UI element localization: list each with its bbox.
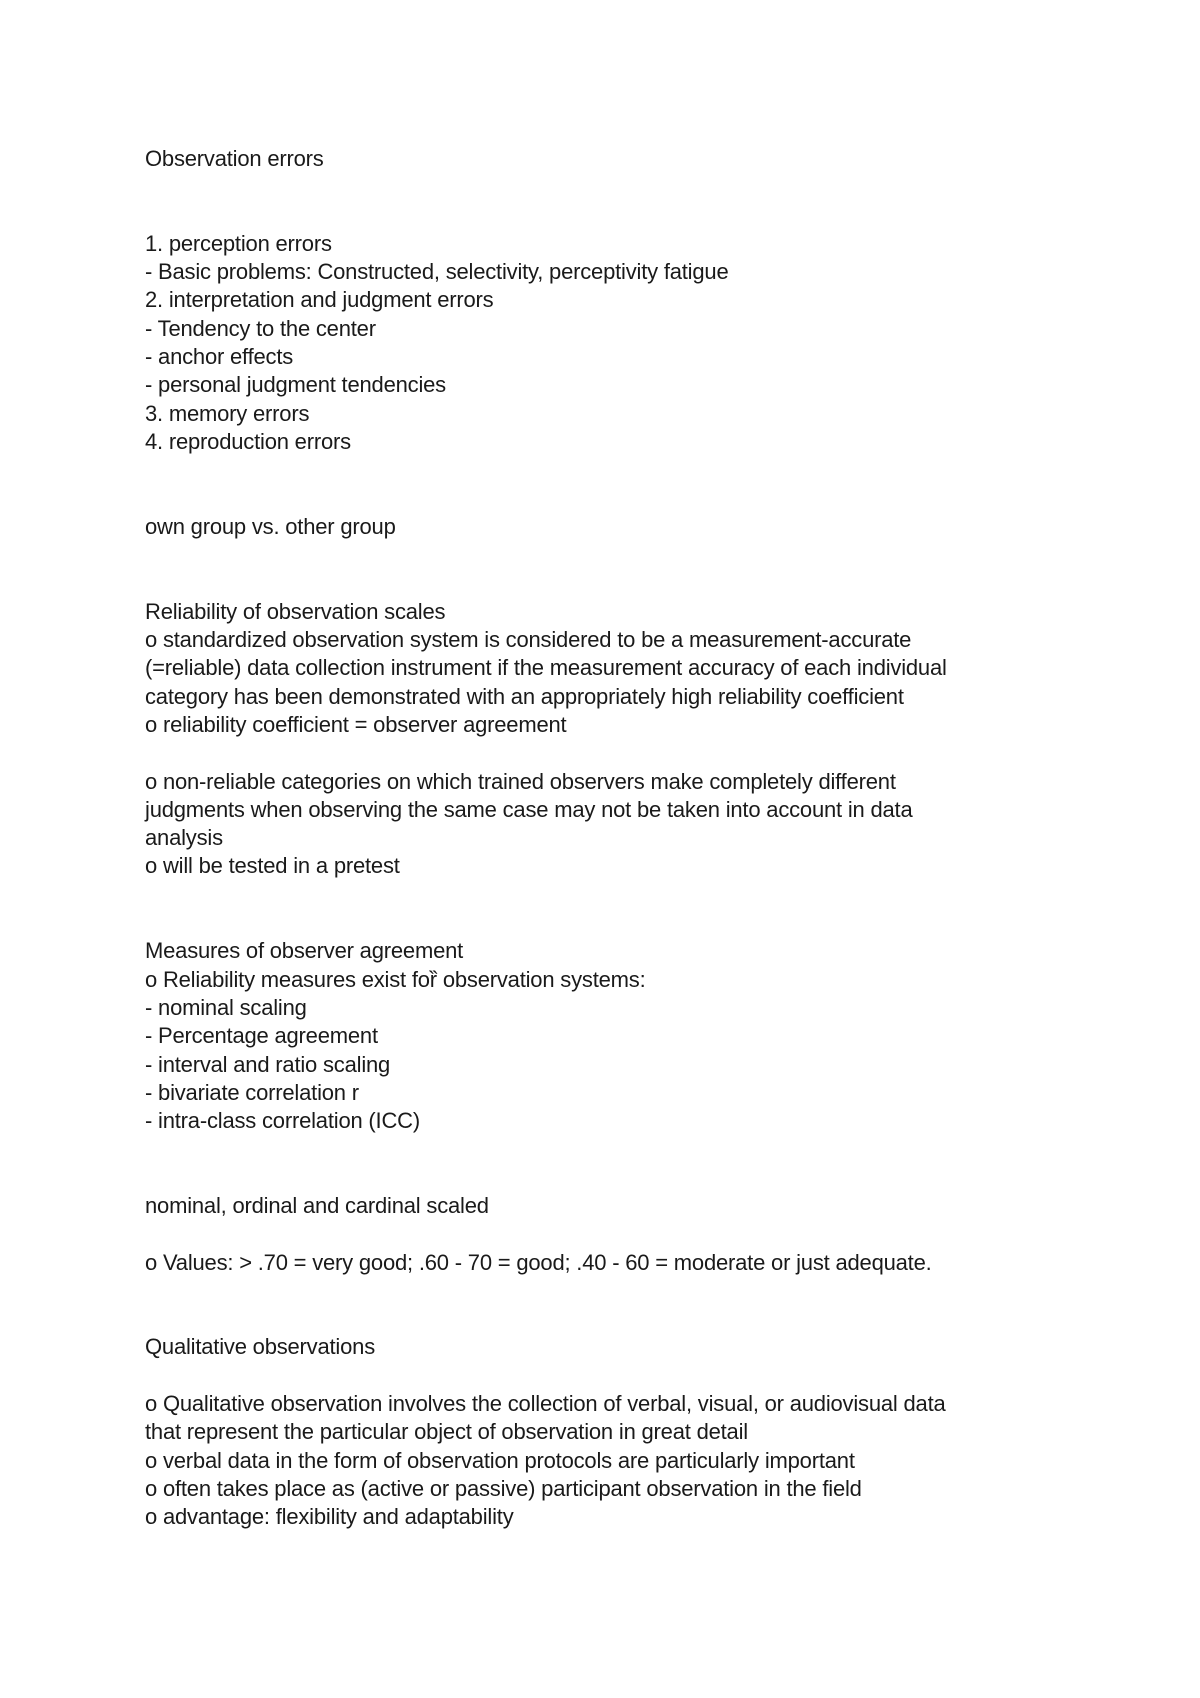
paragraph-line: o Qualitative observation involves the collection of verbal, visual, or audiovisual data xyxy=(145,1391,946,1417)
spacer xyxy=(145,1220,1105,1248)
paragraph-line: analysis xyxy=(145,825,223,851)
spacer xyxy=(145,456,1105,513)
paragraph-line: o verbal data in the form of observation protocols are particularly important xyxy=(145,1447,855,1473)
paragraph-line: (=reliable) data collection instrument if the measurement accuracy of each individual xyxy=(145,655,947,681)
spacer xyxy=(145,173,1105,230)
qualitative-section xyxy=(145,1333,1105,1531)
list-item: 4. reproduction errors xyxy=(145,428,351,454)
paragraph-line: judgments when observing the same case may not be taken into account in data xyxy=(145,796,913,822)
list-item: - nominal scaling xyxy=(145,994,307,1020)
paragraph-line: o advantage: flexibility and adaptability xyxy=(145,1504,514,1530)
spacer xyxy=(145,739,1105,767)
paragraph-line: o reliability coefficient = observer agreement xyxy=(145,711,567,737)
paragraph-line: o standardized observation system is considered to be a measurement-accurate xyxy=(145,627,912,653)
section-heading: Qualitative observations xyxy=(145,1334,375,1360)
list-item: - personal judgment tendencies xyxy=(145,372,446,398)
list-item: - Basic problems: Constructed, selectivity, perceptivity fatigue xyxy=(145,259,729,285)
section-heading: Measures of observer agreement xyxy=(145,938,464,964)
error-types-list xyxy=(145,230,1105,456)
reliability-section xyxy=(145,598,1105,881)
group-comparison-line: own group vs. other group xyxy=(145,513,396,539)
list-item: o Reliability measures exist foȑ observation systems: xyxy=(145,966,646,992)
paragraph-line: o non-reliable categories on which trained observers make completely different xyxy=(145,768,896,794)
paragraph-line: that represent the particular object of observation in great detail xyxy=(145,1419,748,1445)
section-heading: Reliability of observation scales xyxy=(145,598,446,624)
values-line: o Values: > .70 = very good; .60 - 70 = good; .40 - 60 = moderate or just adequate. xyxy=(145,1249,932,1275)
list-item: 3. memory errors xyxy=(145,400,310,426)
list-item: - Tendency to the center xyxy=(145,315,376,341)
paragraph-line: category has been demonstrated with an appropriately high reliability coefficient xyxy=(145,683,904,709)
paragraph-line: o will be tested in a pretest xyxy=(145,853,400,879)
scaled-line: nominal, ordinal and cardinal scaled xyxy=(145,1192,489,1218)
measures-section xyxy=(145,937,1105,1135)
list-item: - bivariate correlation r xyxy=(145,1079,359,1105)
list-item: - interval and ratio scaling xyxy=(145,1051,391,1077)
list-item: 1. perception errors xyxy=(145,230,332,256)
spacer xyxy=(145,1362,1105,1390)
list-item: - intra-class correlation (ICC) xyxy=(145,1108,420,1134)
spacer xyxy=(145,1277,1105,1334)
spacer xyxy=(145,881,1105,938)
document-body xyxy=(145,145,1105,1532)
section-title-observation-errors: Observation errors xyxy=(145,146,324,171)
list-item: - anchor effects xyxy=(145,344,294,370)
list-item: - Percentage agreement xyxy=(145,1023,378,1049)
spacer xyxy=(145,541,1105,598)
list-item: 2. interpretation and judgment errors xyxy=(145,287,494,313)
spacer xyxy=(145,1135,1105,1192)
paragraph-line: o often takes place as (active or passive) participant observation in the field xyxy=(145,1475,862,1501)
